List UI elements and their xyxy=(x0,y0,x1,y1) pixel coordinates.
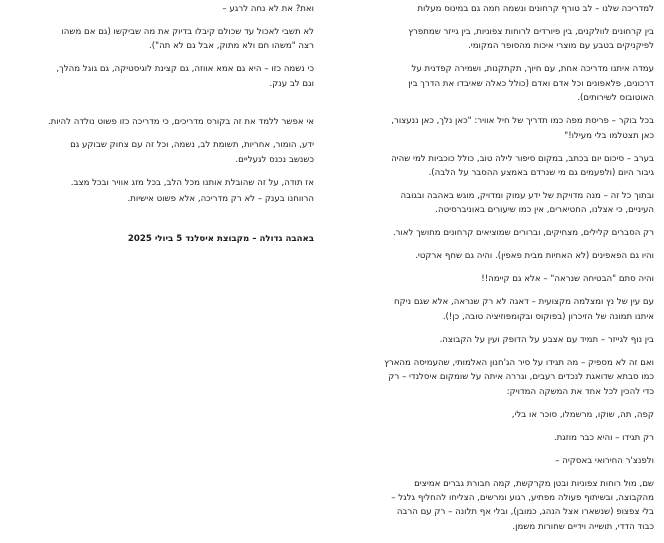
paragraph: בכל בוקר – פריסת מפה כמו תדריך של חיל אוויר: "כאן נלך, כאן ננעצור, כאן תצטלמו בלי מעילו!" xyxy=(391,116,654,141)
paragraph: אז תודה, על זה שהובלת אותנו מכל הלב, בכל מזג אוויר ובכל מצב. xyxy=(70,177,314,188)
paragraph: והיה סתם "הבטיחה שנראה" – אלא גם קיימה!! xyxy=(481,274,654,285)
paragraph: בערב – סיכום יום בכתב, במקום סיפור לילה טוב, כולל כוכביות למי שהיה גיבור היום (ולפעמים גם מי שנרדם באמצע ההסבר על הלבה). xyxy=(391,153,654,179)
paragraph: אי אפשר ללמד את זה בקורס מדריכים, כי מדריכה כזו פשוט נולדה להיות. xyxy=(47,117,314,128)
paragraph: הרווחנו בענק – לא רק מדריכה, אלא פשוט אישיות. xyxy=(127,194,314,205)
paragraph: ואם זה לא מספיק – מה תגידו על סיר הג'חנון האלמותי, שהעמיסה מהארץ כמו סבתא שדואגת לנכדים רעבים, וגררה איתה על שומקום איסלנדי – רק כדי להכין לכל אחד את המשקה המדויק: xyxy=(384,357,654,397)
left-column xyxy=(8,2,314,255)
right-column xyxy=(336,2,654,543)
paragraph: עמדה איתנו מדריכה אחת, עם חיוך, תקתקנות, ושמירה קפדנית על דרכונים, פלאפונים וכל אדם ואדם (כולל כאלה שאיבדו את הדרך בין האוטובוס לשירותים). xyxy=(408,64,654,104)
paragraph: והיו גם הפאפינים (לא האחיות מבית פאפין). והיה גם שחף ארקטי. xyxy=(415,251,654,262)
paragraph: שם, מול רוחות צפוניות ובטן מקרקשת, קמה חבורת גברים אמיצים מהקבוצה, ובשיתוף פעולה מפתיע, רגוע ומרשים, הצליחו להחליף גלגל – בלי צפצופ (שנשארו אצל הנהג, כמובן), ובלי אף תלונה – רק עם הרבה כבוד הדדי, תושייה וידיים שחורות משמן. xyxy=(391,478,654,532)
paragraph: רק תגידו – והיא כבר מוזגת. xyxy=(553,432,654,443)
paragraph: עם עין של נץ ומצלמה מקצועית – דאגה לא רק שנראה, אלא שגם ניקח איתנו תמונה של הזיכרון (בפוקוס ובקומפוזיציה טובה, כן!). xyxy=(394,297,654,322)
paragraph: בין נוף לגייזר – תמיד עם אצבע על הדופק ועין על הקבוצה. xyxy=(439,334,654,345)
paragraph: כי נשמה כזו – היא גם אמא אווזה, גם קצינת לוגיסטיקה, גם גוגל מהלך, וגם לב ענק. xyxy=(56,64,314,89)
paragraph: לא תשבי לאכול עד שכולם קיבלו בדיוק את מה שביקשו (גם אם משהו רצה "משהו חם ולא מתוק, אבל גם לא תה"). xyxy=(61,27,314,52)
paragraph: בין קרחונים לוולקנים, בין פיורדים לרוחות צפוניות, בין גייזר שמתפרץ לפיקניקים בטבע עם מוצרי איכות מהסופר המקומי. xyxy=(408,27,654,52)
paragraph: קפה, תה, שוקו, מרשמלו, סוכר או בלי, xyxy=(511,409,654,420)
paragraph: ידע, הומור, אחריות, תשומת לב, נשמה, וכל זה עם צחוק שבוקע גם כשנשב נכנס לגעליים. xyxy=(70,140,314,165)
paragraph: רק הסברים קלילים, מצחיקים, וברורים שמוציאים קרחונים מחושך לאור. xyxy=(392,228,654,239)
paragraph: ובתוך כל זה – מנה מדויקת של ידע עמוק ומדויק, מוגש באהבה ובגובה העיניים, כי אצלנו, החטיארים, אין כמו שיעורים באוניברסיטה. xyxy=(400,191,654,216)
paragraph: למדריכה שלנו – לב טורף קרחונים ונשמה חמה גם במינוס מעלות xyxy=(417,4,654,14)
paragraph: ולפנצ'ר החירואי באסקיה – xyxy=(555,455,654,466)
paragraph: ואת? את לא נחה לרגע – xyxy=(222,4,314,14)
signature: באהבה גדולה – מקבוצת איסלנד 5 ביולי 2025 xyxy=(127,234,314,245)
